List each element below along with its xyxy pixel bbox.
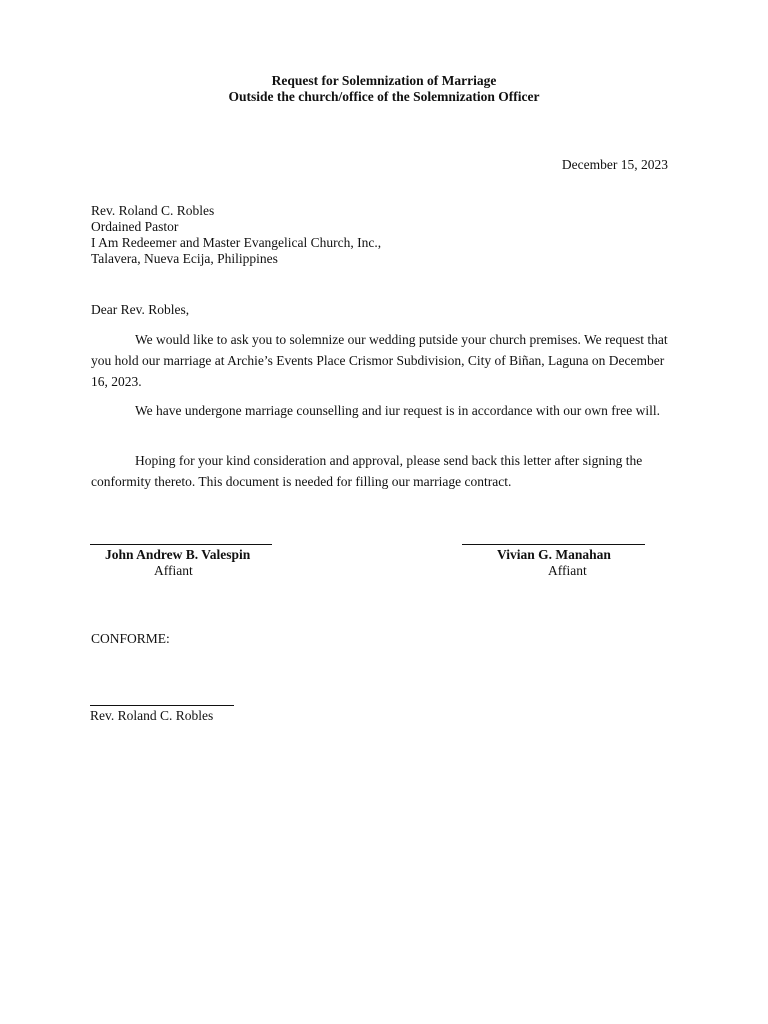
- signature-line: [462, 544, 645, 545]
- letter-date: December 15, 2023: [561, 157, 668, 172]
- bride-role: Affiant: [548, 563, 587, 578]
- recipient-location: Talavera, Nueva Ecija, Philippines: [91, 251, 278, 266]
- salutation: Dear Rev. Robles,: [91, 302, 190, 317]
- recipient-name: Rev. Roland C. Robles: [91, 203, 215, 218]
- signature-line: [90, 705, 234, 706]
- body-paragraph-1: We would like to ask you to solemnize our wedding putside your church premises. We request that you hold our marriage at Archie’s Events Place Crismor Subdivision, City of Biñan, Laguna on December 16, 2023.: [91, 332, 668, 389]
- conforme-label: CONFORME:: [91, 631, 170, 646]
- conforme-signature-block: [90, 705, 234, 724]
- body-paragraph-2: We have undergone marriage counselling and iur request is in accordance with our own free will.: [135, 403, 660, 418]
- recipient-address-block: [91, 203, 381, 267]
- bride-name: Vivian G. Manahan: [497, 547, 611, 562]
- document-subtitle: Outside the church/office of the Solemnization Officer: [228, 89, 540, 104]
- recipient-position: Ordained Pastor: [91, 219, 179, 234]
- bride-signature-block: [462, 544, 645, 579]
- groom-signature-block: [90, 544, 272, 579]
- groom-role: Affiant: [154, 563, 193, 578]
- signature-line: [90, 544, 272, 545]
- body-paragraph-3: Hoping for your kind consideration and approval, please send back this letter after signing the conformity thereto. This document is needed for filling our marriage contract.: [91, 453, 643, 489]
- conforme-name: Rev. Roland C. Robles: [90, 708, 214, 723]
- document-title: Request for Solemnization of Marriage: [271, 73, 497, 88]
- recipient-organization: I Am Redeemer and Master Evangelical Church, Inc.,: [91, 235, 382, 250]
- groom-name: John Andrew B. Valespin: [105, 547, 251, 562]
